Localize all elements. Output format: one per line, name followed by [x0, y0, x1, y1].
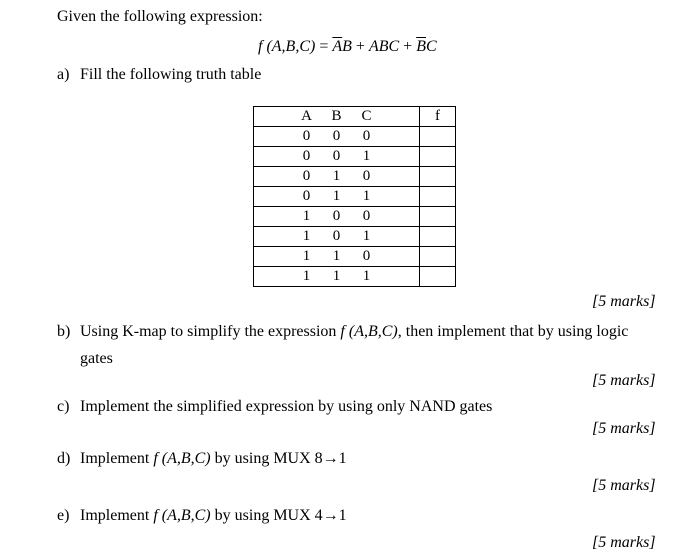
truth-table-value-c: 1 — [362, 188, 371, 204]
truth-table-value-b: 1 — [332, 268, 341, 284]
truth-table-abc-cell — [254, 127, 420, 147]
truth-table-abc-header — [254, 107, 420, 127]
truth-table — [253, 106, 456, 287]
truth-table-abc-cell — [254, 267, 420, 287]
part-b-text3: gates — [80, 350, 113, 367]
marks-b: [5 marks] — [592, 372, 656, 389]
truth-table-value-a: 1 — [302, 228, 311, 244]
part-d-line — [80, 450, 347, 468]
expression-plus2: + — [403, 38, 413, 55]
truth-table-value-c: 0 — [362, 248, 371, 264]
part-b-func: f (A,B,C) — [340, 323, 398, 340]
part-e-func: f (A,B,C) — [153, 507, 211, 524]
truth-table-value-a: 0 — [302, 128, 311, 144]
truth-table-row — [254, 247, 456, 267]
truth-table-row — [254, 267, 456, 287]
truth-table-f-cell[interactable] — [420, 267, 456, 287]
truth-table-value-c: 1 — [362, 148, 371, 164]
header-b: B — [331, 108, 342, 124]
truth-table-value-c: 0 — [362, 128, 371, 144]
marks-a: [5 marks] — [592, 293, 656, 310]
truth-table-header-row — [254, 107, 456, 127]
truth-table-abc-cell — [254, 207, 420, 227]
marks-c: [5 marks] — [592, 420, 656, 437]
part-e-text1: Implement — [80, 507, 150, 524]
truth-table-row — [254, 147, 456, 167]
expression-term1-b: B — [342, 38, 352, 55]
intro-text: Given the following expression: — [57, 8, 263, 25]
truth-table-value-b: 0 — [332, 228, 341, 244]
part-a-label: a) — [57, 66, 70, 83]
truth-table-abc-cell — [254, 227, 420, 247]
truth-table-abc-cell — [254, 247, 420, 267]
header-a: A — [301, 108, 312, 124]
truth-table-row — [254, 227, 456, 247]
truth-table-value-a: 1 — [302, 208, 311, 224]
truth-table-value-a: 1 — [302, 248, 311, 264]
truth-table-value-b: 1 — [332, 168, 341, 184]
part-d-text2: by using MUX 8→1 — [214, 450, 347, 467]
truth-table-f-cell[interactable] — [420, 227, 456, 247]
part-d-label: d) — [57, 450, 71, 467]
truth-table-value-b: 0 — [332, 208, 341, 224]
truth-table-value-b: 0 — [332, 128, 341, 144]
truth-table-row — [254, 127, 456, 147]
truth-table-row — [254, 187, 456, 207]
truth-table-value-c: 0 — [362, 168, 371, 184]
part-b-line1 — [80, 323, 628, 341]
part-b-text1: Using K-map to simplify the expression — [80, 323, 337, 340]
truth-table-abc-cell — [254, 187, 420, 207]
truth-table-value-c: 0 — [362, 208, 371, 224]
truth-table-value-c: 1 — [362, 228, 371, 244]
truth-table-value-b: 1 — [332, 248, 341, 264]
expression-term2: ABC — [368, 38, 400, 55]
expression — [258, 38, 437, 56]
part-d-text1: Implement — [80, 450, 150, 467]
truth-table-f-cell[interactable] — [420, 167, 456, 187]
truth-table-value-a: 0 — [302, 168, 311, 184]
expression-plus1: + — [355, 38, 365, 55]
part-b-text2: , then implement that by using logic — [397, 323, 629, 340]
truth-table-f-cell[interactable] — [420, 187, 456, 207]
truth-table-value-c: 1 — [362, 268, 371, 284]
part-e-line — [80, 507, 347, 525]
part-c-text: Implement the simplified expression by using only NAND gates — [80, 398, 493, 415]
expression-term3-c: C — [425, 38, 437, 55]
truth-table-abc-cell — [254, 147, 420, 167]
truth-table-row — [254, 207, 456, 227]
truth-table-f-header: f — [420, 107, 456, 127]
part-b-label: b) — [57, 323, 71, 340]
expression-term3-b: $\overline{B}$ — [416, 38, 426, 55]
truth-table-value-b: 0 — [332, 148, 341, 164]
truth-table-row — [254, 167, 456, 187]
expression-eq: = — [319, 38, 329, 55]
truth-table-value-a: 1 — [302, 268, 311, 284]
part-e-label: e) — [57, 507, 70, 524]
truth-table-f-cell[interactable] — [420, 147, 456, 167]
marks-d: [5 marks] — [592, 477, 656, 494]
truth-table-value-a: 0 — [302, 148, 311, 164]
header-c: C — [361, 108, 372, 124]
marks-e: [5 marks] — [592, 534, 656, 551]
truth-table-f-cell[interactable] — [420, 207, 456, 227]
truth-table-f-cell[interactable] — [420, 127, 456, 147]
truth-table-abc-cell — [254, 167, 420, 187]
truth-table-value-a: 0 — [302, 188, 311, 204]
expression-term1-a: $\overline{A}$ — [332, 38, 343, 55]
part-e-text2: by using MUX 4→1 — [214, 507, 347, 524]
truth-table-value-b: 1 — [332, 188, 341, 204]
part-d-func: f (A,B,C) — [153, 450, 211, 467]
part-c-label: c) — [57, 398, 70, 415]
truth-table-f-cell[interactable] — [420, 247, 456, 267]
part-a-text: Fill the following truth table — [80, 66, 262, 83]
expression-lhs: f (A,B,C) — [258, 38, 316, 55]
